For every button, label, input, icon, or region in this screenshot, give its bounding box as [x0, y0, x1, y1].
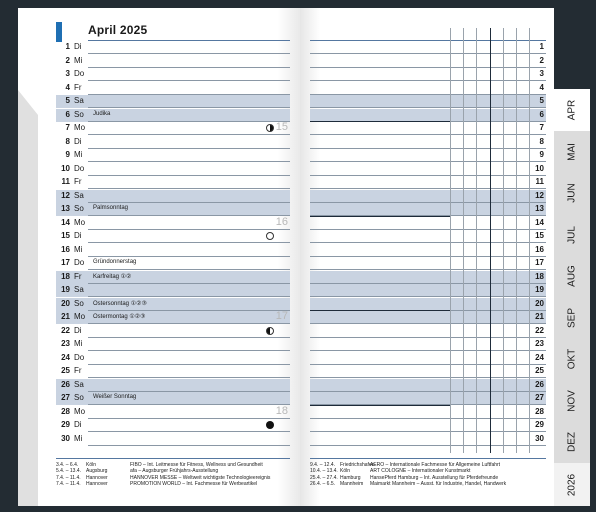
- day-row[interactable]: [56, 176, 290, 189]
- day-number: 1: [65, 42, 70, 51]
- day-number: 11: [61, 177, 70, 186]
- week-separator: [310, 216, 450, 217]
- day-row[interactable]: [56, 55, 290, 68]
- weekday: Mo: [74, 123, 86, 132]
- moon-phase-icon: [266, 421, 274, 429]
- weekday: Do: [74, 69, 85, 78]
- tab-month-dez[interactable]: [554, 421, 590, 464]
- day-row[interactable]: [56, 149, 290, 162]
- grid-column-rule: [450, 28, 451, 453]
- day-number: 22: [61, 325, 70, 335]
- weekday: Mo: [74, 406, 86, 416]
- weekday: Do: [74, 163, 85, 173]
- day-number-right: 9: [539, 150, 544, 159]
- day-number-right: 17: [535, 258, 544, 267]
- fair-text: ART COLOGNE – Internationaler Kunstmarkt: [370, 468, 471, 475]
- weekday: Mo: [74, 312, 86, 321]
- day-row[interactable]: [56, 257, 290, 270]
- weekday: Mo: [74, 217, 86, 227]
- day-number-right: 27: [535, 393, 544, 402]
- fair-date: 5.4. – 13.4.: [56, 468, 82, 475]
- day-number-right: 2: [539, 55, 544, 65]
- grid-column-rule: [529, 28, 530, 453]
- day-number: 15: [61, 231, 70, 240]
- tab-label: OKT: [566, 348, 578, 370]
- day-number: 20: [61, 298, 70, 308]
- weekday: Do: [74, 352, 85, 362]
- fair-city: Hannover: [86, 474, 108, 481]
- week-separator: [310, 405, 450, 406]
- day-number: 18: [61, 271, 70, 281]
- day-row[interactable]: [56, 379, 290, 392]
- day-number: 19: [61, 285, 70, 294]
- day-number-right: 16: [535, 244, 544, 254]
- grid-column-rule: [503, 28, 504, 453]
- day-number: 28: [61, 406, 70, 416]
- tab-label: NOV: [566, 389, 578, 412]
- tab-label: APR: [566, 99, 578, 121]
- fair-city: Köln: [340, 468, 351, 475]
- day-row[interactable]: [56, 433, 290, 446]
- day-number-right: 6: [539, 109, 544, 119]
- weekday: So: [74, 393, 84, 402]
- day-row[interactable]: [56, 82, 290, 95]
- fair-list-right: [310, 462, 550, 488]
- day-row[interactable]: [56, 68, 290, 81]
- day-row[interactable]: [56, 325, 290, 338]
- grid-column-rule: [476, 28, 477, 453]
- day-number-right: 11: [535, 177, 544, 186]
- fair-date: 3.4. – 6.4.: [56, 462, 79, 468]
- day-number-right: 26: [535, 379, 544, 389]
- tab-month-mai[interactable]: [554, 131, 590, 174]
- fair-city: Hannover: [86, 481, 108, 488]
- day-number: 27: [61, 393, 70, 402]
- weekday: Di: [74, 420, 82, 429]
- fair-list-left: [56, 462, 296, 488]
- grid-column-rule: [463, 28, 464, 453]
- fair-date: 25.4. – 27.4.: [310, 474, 338, 481]
- day-number-right: 12: [535, 190, 544, 200]
- tab-label: DEZ: [566, 432, 578, 452]
- tab-label: JUL: [566, 225, 578, 244]
- tab-month-jul[interactable]: [554, 214, 590, 257]
- grid-column-rule: [490, 28, 491, 453]
- day-number-right: 4: [539, 82, 544, 92]
- fair-entry: [56, 481, 296, 487]
- holiday-label: Palmsonntag: [93, 205, 129, 211]
- day-number: 4: [65, 82, 70, 92]
- tab-label: JUN: [566, 183, 578, 203]
- day-number: 10: [61, 163, 70, 173]
- tab-year[interactable]: [554, 463, 590, 506]
- day-row[interactable]: [56, 311, 290, 324]
- holiday-label: Weißer Sonntag: [93, 394, 137, 400]
- moon-phase-icon: [266, 124, 274, 132]
- day-number-right: 5: [539, 96, 544, 105]
- weekday: Di: [74, 136, 82, 146]
- holiday-label: Karfreitag ①②: [93, 273, 132, 280]
- fair-city: Köln: [86, 462, 97, 468]
- tab-label: AUG: [566, 265, 578, 287]
- weekday: Sa: [74, 379, 84, 389]
- day-number: 26: [61, 379, 70, 389]
- day-row[interactable]: [56, 419, 290, 432]
- day-number: 14: [61, 217, 70, 227]
- day-number: 24: [61, 352, 70, 362]
- weekday: Sa: [74, 96, 84, 105]
- day-number: 7: [65, 123, 70, 132]
- weekday: Do: [74, 258, 85, 267]
- weekday: So: [74, 204, 84, 213]
- page-notch: [18, 90, 38, 506]
- month-accent-bar: [56, 22, 62, 42]
- fair-text: afa – Augsburger Frühjahrs-Ausstellung: [130, 468, 219, 475]
- day-number-right: 30: [535, 433, 544, 443]
- fair-date: 7.4. – 11.4.: [56, 474, 81, 481]
- day-row[interactable]: [56, 190, 290, 203]
- week-number: 15: [275, 121, 288, 133]
- weekday: Sa: [74, 285, 84, 294]
- fair-city: Friedrichshafen: [340, 462, 375, 468]
- fair-date: 9.4. – 12.4.: [310, 462, 336, 468]
- day-row[interactable]: [56, 244, 290, 257]
- fair-text: FIBO – Int. Leitmesse für Fitness, Wellness und Gesundheit: [130, 462, 263, 468]
- weekday: Fr: [74, 271, 82, 281]
- fair-city: Augsburg: [86, 468, 108, 475]
- day-number: 16: [61, 244, 70, 254]
- day-number-right: 15: [535, 231, 544, 240]
- week-number: 16: [275, 215, 288, 228]
- notes-grid: [450, 28, 530, 453]
- day-row[interactable]: [56, 392, 290, 405]
- day-row[interactable]: [56, 365, 290, 378]
- day-number-right: 7: [539, 123, 544, 132]
- weekday: Fr: [74, 366, 82, 375]
- day-number: 23: [61, 339, 70, 348]
- day-number: 12: [61, 190, 70, 200]
- weekday: Sa: [74, 190, 84, 200]
- moon-phase-icon: [266, 327, 274, 335]
- fair-text: HansePferd Hamburg – Int. Ausstellung für Pferdefreunde: [370, 474, 499, 481]
- day-number: 6: [65, 109, 70, 119]
- footer-rule-right: [310, 458, 546, 459]
- tab-month-jun[interactable]: [554, 172, 590, 215]
- tab-month-nov[interactable]: [554, 380, 590, 423]
- moon-phase-icon: [266, 232, 274, 240]
- tab-month-apr[interactable]: [554, 89, 590, 132]
- day-number-right: 25: [535, 366, 544, 375]
- weekday: So: [74, 298, 84, 308]
- day-row[interactable]: [56, 41, 290, 54]
- day-row[interactable]: [56, 217, 290, 230]
- day-number-right: 1: [539, 42, 544, 51]
- tab-month-aug[interactable]: [554, 255, 590, 298]
- day-number-right: 22: [535, 325, 544, 335]
- week-number: 17: [275, 310, 288, 322]
- day-row[interactable]: [56, 284, 290, 297]
- footer-rule-left: [56, 458, 290, 459]
- day-row[interactable]: [56, 352, 290, 365]
- holiday-label: Ostermontag ①②③: [93, 314, 146, 320]
- weekday: Mi: [74, 244, 83, 254]
- tab-label: MAI: [566, 142, 578, 161]
- day-number-right: 29: [535, 420, 544, 429]
- day-number-right: 10: [535, 163, 544, 173]
- fair-text: Maimarkt Mannheim – Ausst. für Industrie, Handel, Handwerk: [370, 481, 507, 488]
- day-number-right: 23: [535, 339, 544, 348]
- day-row[interactable]: [56, 163, 290, 176]
- day-number-right: 8: [539, 136, 544, 146]
- weekday: Di: [74, 231, 82, 240]
- tab-label: SEP: [566, 307, 578, 328]
- day-number: 29: [61, 420, 70, 429]
- day-number-right: 28: [535, 406, 544, 416]
- day-number: 5: [65, 96, 70, 105]
- fair-text: AERO – Internationale Fachmesse für Allgemeine Luftfahrt: [370, 462, 501, 468]
- weekday: So: [74, 109, 84, 119]
- weekday: Mi: [74, 55, 83, 65]
- fair-entry: [310, 481, 550, 487]
- row-rule: [88, 445, 290, 446]
- holiday-label: Gründonnerstag: [93, 259, 137, 265]
- day-number: 9: [65, 150, 70, 159]
- fair-city: Mannheim: [340, 481, 364, 488]
- day-row[interactable]: [56, 109, 290, 122]
- weekday: Mi: [74, 150, 83, 159]
- day-number: 21: [61, 312, 70, 321]
- week-number: 18: [275, 404, 288, 417]
- day-number-right: 19: [535, 285, 544, 294]
- day-row[interactable]: [56, 95, 290, 108]
- day-number-right: 21: [535, 312, 544, 321]
- tab-year-label: 2026: [566, 473, 578, 496]
- weekday: Fr: [74, 177, 82, 186]
- fair-date: 10.4. – 13.4.: [310, 468, 338, 475]
- fair-city: Hamburg: [340, 474, 361, 481]
- holiday-label: Judika: [93, 110, 111, 117]
- tab-month-sep[interactable]: [554, 297, 590, 340]
- day-number-right: 24: [535, 352, 544, 362]
- day-number: 17: [61, 258, 70, 267]
- holiday-label: Ostersonntag ①②③: [93, 300, 147, 307]
- fair-date: 7.4. – 11.4.: [56, 481, 81, 488]
- weekday: Mi: [74, 433, 83, 443]
- day-row[interactable]: [56, 203, 290, 216]
- page-title: April 2025: [88, 23, 148, 37]
- day-number: 13: [61, 204, 70, 213]
- day-number: 8: [65, 136, 70, 146]
- day-row[interactable]: [56, 230, 290, 243]
- fair-text: PROMOTION WORLD – Int. Fachmesse für Werbeartikel: [130, 481, 258, 488]
- week-separator: [310, 310, 450, 311]
- day-number: 3: [65, 69, 70, 78]
- weekday: Fr: [74, 82, 82, 92]
- weekday: Di: [74, 325, 82, 335]
- day-row[interactable]: [56, 122, 290, 135]
- grid-column-rule: [516, 28, 517, 453]
- day-number: 25: [61, 366, 70, 375]
- day-number-right: 14: [535, 217, 544, 227]
- fair-text: HANNOVER MESSE – Weltweit wichtigste Technologieereignis: [130, 474, 271, 481]
- day-row[interactable]: [56, 271, 290, 284]
- day-row[interactable]: [56, 298, 290, 311]
- day-number-right: 13: [535, 204, 544, 213]
- day-number: 30: [61, 433, 70, 443]
- day-number-right: 3: [539, 69, 544, 78]
- day-number-right: 18: [535, 271, 544, 281]
- day-row[interactable]: [56, 136, 290, 149]
- weekday: Di: [74, 42, 82, 51]
- day-number-right: 20: [535, 298, 544, 308]
- day-row[interactable]: [56, 338, 290, 351]
- fair-date: 26.4. – 6.5.: [310, 481, 336, 488]
- day-row[interactable]: [56, 406, 290, 419]
- day-number: 2: [65, 55, 70, 65]
- week-separator: [310, 121, 450, 122]
- weekday: Mi: [74, 339, 83, 348]
- tab-month-okt[interactable]: [554, 338, 590, 381]
